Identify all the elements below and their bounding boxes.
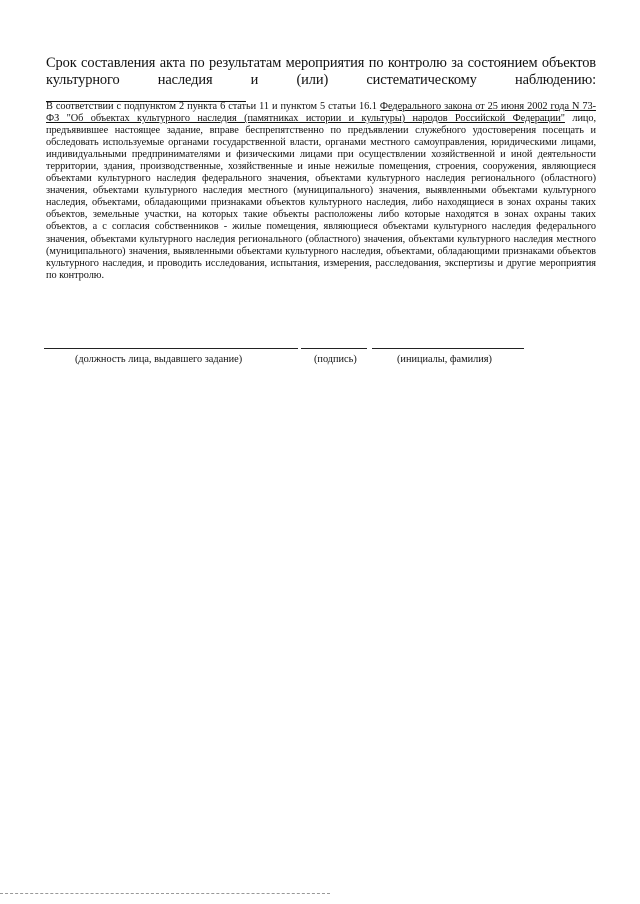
name-label: (инициалы, фамилия) — [397, 354, 492, 365]
name-signature-line — [372, 348, 524, 349]
federal-law-link[interactable]: Федерального закона от 25 июня 2002 года N 73-ФЗ "Об объектах культурного наследия (памятниках истории и культуры) народов Российской Федерации" — [46, 101, 596, 125]
signature-label: (подпись) — [314, 354, 357, 365]
body-rest: лицо, предъявившее настоящее задание, вправе беспрепятственно по предъявлении служебного удостоверения посещать и обследовать используемые органами государственной власти, органами местного самоуправления, юридическими лицами, индивидуальными предпринимателями и физическими лицами при осуществлении хозяйственной и иной деятельности территории, здания, производственные, хозяйственные и иные нежилые помещения, строения, сооружения, являющиеся объектами культурного наследия федерального значения, объектами культурного наследия регионального (областного) значения, объектами культурного наследия местного (муниципального) значения, выявленными объектами культурного наследия, объектами, обладающими признаками объектов культурного наследия, либо находящиеся в зонах охраны таких объектов, земельные участки, на которых такие объекты расположены либо которые находятся в зонах охраны таких объектов, а с согласия собственников - жилые помещения, являющиеся объектами культурного наследия федерального значения, объектами культурного наследия регионального (областного) значения, объектами культурного наследия местного (муниципального) значения, выявленными объектами культурного наследия, объектами, обладающими признаками объектов культурного наследия, и проводить исследования, испытания, измерения, расследования, экспертизы и другие мероприятия по контролю. — [46, 113, 596, 281]
deadline-paragraph — [46, 55, 596, 107]
authority-paragraph — [46, 101, 596, 282]
body-intro: В соответствии с подпунктом 2 пункта 6 статьи 11 и пунктом 5 статьи 16.1 — [46, 101, 380, 112]
footer-rule — [0, 893, 330, 894]
signature-line — [301, 348, 367, 349]
deadline-text: Срок составления акта по результатам мероприятия по контролю за состоянием объектов культурного наследия и (или) систематическому наблюдению: — [46, 55, 596, 88]
position-signature-line — [44, 348, 298, 349]
position-label: (должность лица, выдавшего задание) — [75, 354, 243, 365]
